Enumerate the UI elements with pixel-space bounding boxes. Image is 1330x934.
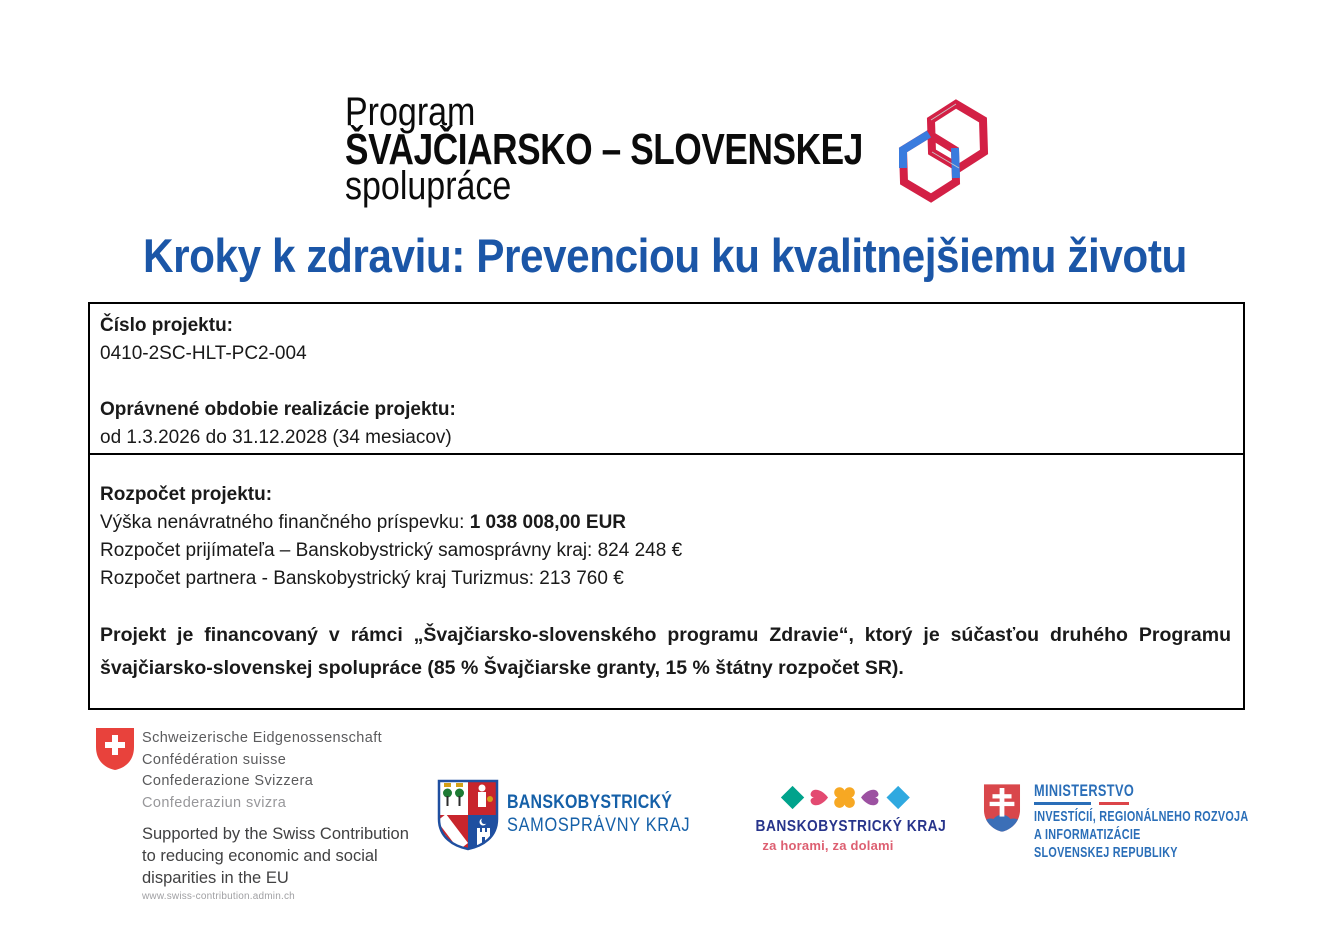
- slovak-tricolor-line: [1034, 802, 1330, 805]
- project-info-table: [88, 302, 1245, 710]
- bbkt-tagline: za horami, za dolami: [762, 838, 894, 853]
- grant-amount-label: Výška nenávratného finančného príspevku:: [100, 512, 470, 533]
- project-number-value: 0410-2SC-HLT-PC2-004: [100, 343, 307, 364]
- budget-label: Rozpočet projektu:: [100, 484, 273, 505]
- ministry-text: [1034, 781, 1330, 862]
- support-line: Supported by the Swiss Contribution: [142, 825, 409, 843]
- bbsk-name-line2: SAMOSPRÁVNY KRAJ: [507, 815, 691, 836]
- financing-statement: Projekt je financovaný v rámci „Švajčiarsko-slovenského programu Zdravie“, ktorý je súčasťou druhého Programu švajčiarsko-slovenskej spolupráce (85 % Švajčiarske granty, 15 % štátny rozpočet SR).: [100, 624, 1231, 679]
- ministry-line2: INVESTÍCIÍ, REGIONÁLNEHO ROZVOJA: [1034, 808, 1249, 825]
- confederation-name-it: Confederazione Svizzera: [142, 773, 314, 789]
- confederation-name-rm: Confederaziun svizra: [142, 794, 287, 811]
- page-title: [0, 228, 1330, 283]
- table-row-project-id-period: [90, 304, 1243, 455]
- slovak-coat-of-arms-icon: [982, 781, 1022, 840]
- support-line: to reducing economic and social: [142, 847, 378, 865]
- bbsk-name-line1: BANSKOBYSTRICKÝ: [507, 792, 673, 813]
- project-number-label: Číslo projektu:: [100, 315, 234, 336]
- ministry-line3: A INFORMATIZÁCIE: [1034, 826, 1141, 843]
- swiss-contribution-hexagons-icon: [893, 94, 993, 211]
- partner-budget-line: Rozpočet partnera - Banskobystrický kraj Turizmus: 213 760 €: [100, 568, 624, 589]
- confederation-name-fr: Confédération suisse: [142, 751, 287, 768]
- confederation-name-de: Schweizerische Eidgenossenschaft: [142, 730, 383, 746]
- bbkt-tourism-logo: [740, 784, 947, 853]
- swiss-contribution-statement: [142, 823, 409, 889]
- swiss-contribution-url: www.swiss-contribution.admin.ch: [142, 891, 295, 902]
- bbsk-logo-text: [507, 791, 720, 837]
- swiss-cross-shield-icon: [95, 727, 135, 776]
- grant-amount-value: 1 038 008,00 EUR: [469, 512, 627, 533]
- blank-line: [100, 368, 1233, 396]
- swiss-confederation-names: [142, 728, 382, 814]
- eligible-period-value: od 1.3.2026 do 31.12.2028 (34 mesiacov): [100, 427, 452, 448]
- eligible-period-label: Oprávnené obdobie realizácie projektu:: [100, 399, 456, 420]
- table-row-budget-financing: [90, 455, 1243, 708]
- programme-word-program: Program: [345, 90, 476, 134]
- bbsk-coat-of-arms-icon: [437, 779, 499, 856]
- bbkt-shapes-icon: [778, 784, 916, 816]
- programme-word-spolupraca: spolupráce: [345, 164, 512, 208]
- page-title-text: Kroky k zdraviu: Prevenciou ku kvalitnejšiemu životu: [143, 229, 1187, 282]
- ministry-word: MINISTERSTVO: [1034, 781, 1135, 800]
- ministry-line4: SLOVENSKEJ REPUBLIKY: [1034, 844, 1178, 861]
- programme-word-svajciarsko-slovenskej: ŠVAJČIARSKO – SLOVENSKEJ: [345, 125, 863, 174]
- grant-amount-line: [100, 509, 1233, 537]
- bbkt-name: BANSKOBYSTRICKÝ KRAJ: [755, 818, 947, 835]
- recipient-budget-line: Rozpočet prijímateľa – Banskobystrický samosprávny kraj: 824 248 €: [100, 540, 683, 561]
- blank-line: [100, 593, 1233, 619]
- support-line: disparities in the EU: [142, 869, 289, 887]
